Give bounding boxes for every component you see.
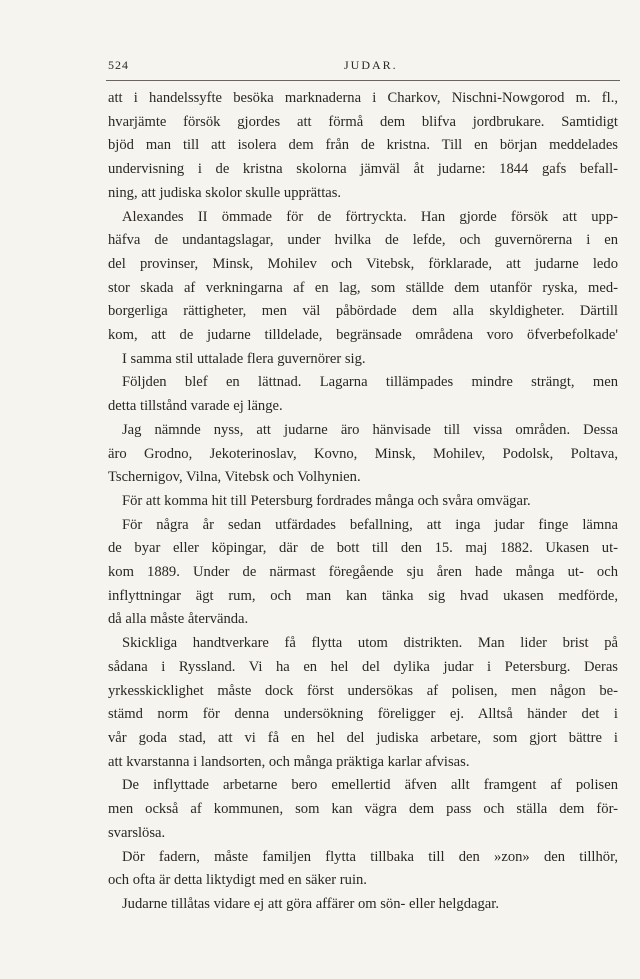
text-line: och ofta är detta liktydigt med en säker ruin. <box>108 872 367 889</box>
text-line: Tschernigov, Vilna, Vitebsk och Volhynien. <box>108 469 361 486</box>
text-line: kom 1889. Under de närmast föregående sju åren hade många ut- och <box>108 564 618 581</box>
text-line: hvarjämte försök gjordes att förmå dem blifva jordbrukare. Samtidigt <box>108 113 618 130</box>
text-line: då alla måste återvända. <box>108 611 249 628</box>
text-line: De inflyttade arbetarne bero emellertid äfven allt framgent af polisen <box>122 777 618 794</box>
running-title: JUDAR. <box>344 58 398 72</box>
text-line: att kvarstanna i landsorten, och många präktiga karlar afvisas. <box>108 753 470 770</box>
text-line: men också af kommunen, som kan vägra dem pass och ställa dem för- <box>108 801 618 818</box>
text-line: kom, att de judarne tilldelade, begränsade områdena voro öfverbefolkade' <box>108 327 618 344</box>
text-line: häfva de undantagslagar, under hvilka de lefde, och guvernörerna i en <box>108 232 618 249</box>
text-line: Alexandes II ömmade för de förtryckta. Han gjorde försök att upp- <box>122 208 618 225</box>
running-header <box>108 58 618 78</box>
text-line: Jag nämnde nyss, att judarne äro hänvisade till vissa områden. Dessa <box>122 421 618 438</box>
text-line: I samma stil uttalade flera guvernörer sig. <box>122 350 366 367</box>
text-line: stor skada af verkningarna af en lag, som ställde dem utanför ryska, med- <box>108 279 618 296</box>
text-line: stämd norm för denna undersökning föreligger ej. Alltså händer det i <box>108 706 618 723</box>
text-line: Judarne tillåtas vidare ej att göra affärer om sön- eller helgdagar. <box>122 895 499 912</box>
text-line: sådana i Ryssland. Vi ha en hel del dylika judar i Petersburg. Deras <box>108 658 618 675</box>
text-line: För några år sedan utfärdades befallning, att inga judar finge lämna <box>122 516 618 533</box>
page-number: 524 <box>108 58 129 72</box>
text-line: detta tillstånd varade ej länge. <box>108 398 283 415</box>
text-line: yrkesskicklighet måste dock först undersökas af polisen, men någon be- <box>108 682 618 699</box>
text-line: del provinser, Minsk, Mohilev och Vitebsk, förklarade, att judarne ledo <box>108 255 618 272</box>
text-line: de byar eller köpingar, där de bott till den 15. maj 1882. Ukasen ut- <box>108 540 618 557</box>
text-line: att i handelssyfte besöka marknaderna i Charkov, Nischni-Nowgorod m. fl., <box>108 90 618 106</box>
text-line: svarslösa. <box>108 824 166 841</box>
text-line: Följden blef en lättnad. Lagarna tillämpades mindre strängt, men <box>122 374 618 391</box>
header-rule <box>106 80 620 81</box>
text-line: Skickliga handtverkare få flytta utom distrikten. Man lider brist på <box>122 635 618 652</box>
text-line: inflyttningar ägt rum, och man kan tänka sig hvad ukasen medförde, <box>108 587 618 604</box>
text-line: ning, att judiska skolor skulle upprättas. <box>108 184 342 201</box>
text-line: äro Grodno, Jekoterinoslav, Kovno, Minsk, Mohilev, Podolsk, Poltava, <box>108 445 618 462</box>
text-line: För att komma hit till Petersburg fordrades många och svåra omvägar. <box>122 492 531 509</box>
text-line: Dör fadern, måste familjen flytta tillbaka till den »zon» den tillhör, <box>122 848 618 865</box>
text-line: bjöd man till att isolera dem från de kristna. Till en början meddelades <box>108 137 618 154</box>
text-line: vår goda stad, att vi få en hel del judiska arbetare, som gjort bättre i <box>108 729 618 746</box>
text-line: borgerliga rättigheter, men väl påbördade dem alla skyldigheter. Därtill <box>108 303 618 320</box>
body-text <box>108 87 618 917</box>
text-line: undervisning i de kristna skolorna jämväl åt judarne: 1844 gafs befall- <box>108 161 618 178</box>
